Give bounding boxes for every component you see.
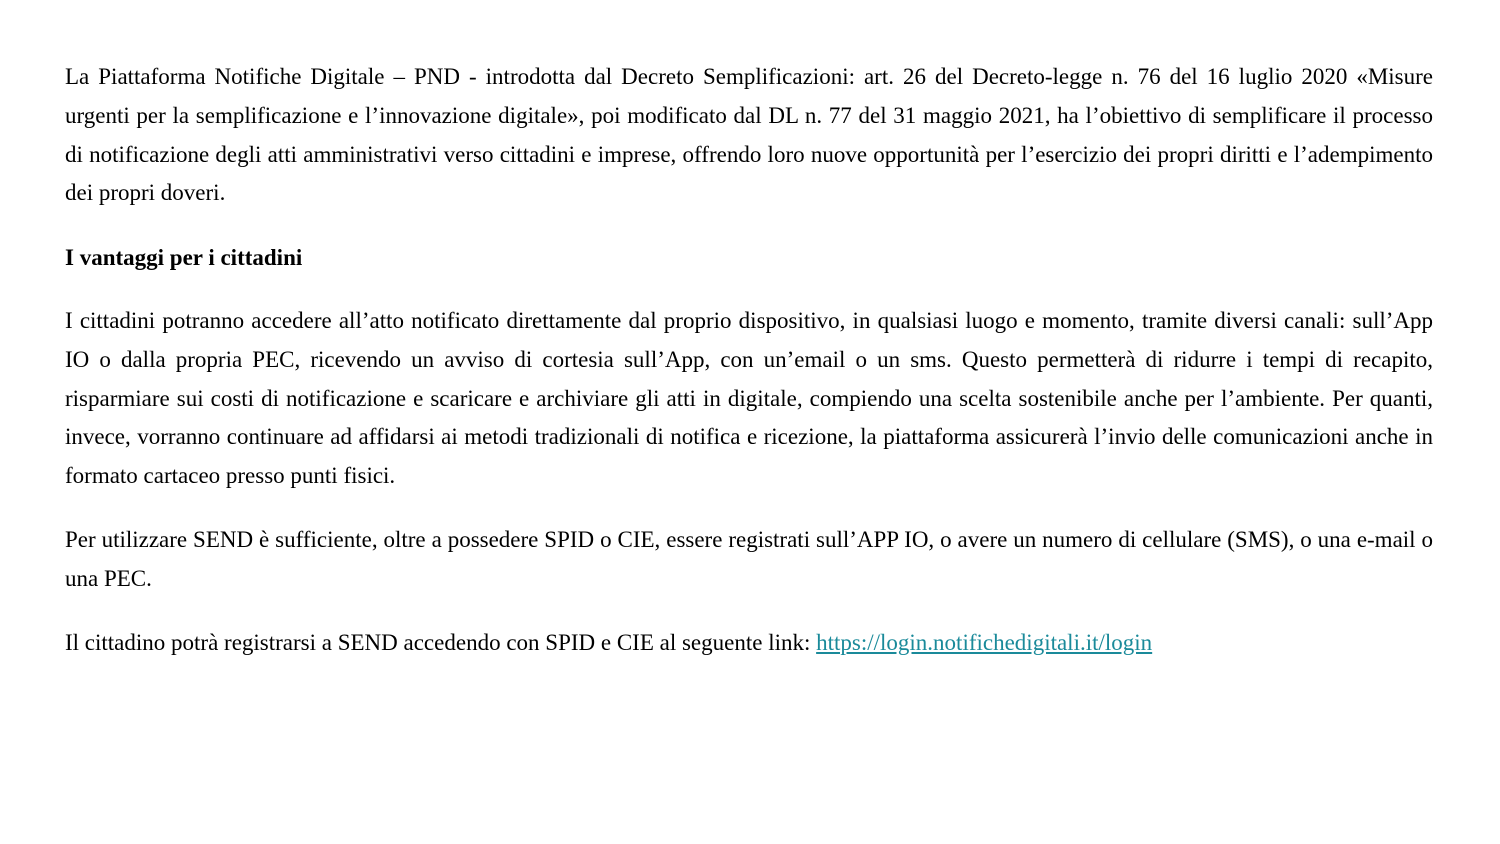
section-heading: I vantaggi per i cittadini (65, 245, 303, 271)
document-page (65, 58, 1433, 662)
registration-text: Il cittadino potrà registrarsi a SEND accedendo con SPID e CIE al seguente link: (65, 629, 817, 655)
benefits-paragraph: I cittadini potranno accedere all’atto notificato direttamente dal proprio dispositivo, in qualsiasi luogo e momento, tramite diversi canali: sull’App IO o dalla propria PEC, ricevendo un avviso di cortesia sull’App, con un’email o un sms. Questo permetterà di ridurre i tempi di recapito, risparmiare sui costi di notificazione e scaricare e archiviare gli atti in digitale, compiendo una scelta sostenibile anche per l’ambiente. Per quanti, invece, vorranno continuare ad affidarsi ai metodi tradizionali di notifica e ricezione, la piattaforma assicurerà l’invio delle comunicazioni anche in formato cartaceo presso punti fisici. (65, 307, 1433, 489)
intro-paragraph: La Piattaforma Notifiche Digitale – PND - introdotta dal Decreto Semplificazioni: art. 26 del Decreto-legge n. 76 del 16 luglio 2020 «Misure urgenti per la semplificazione e l’innovazione digitale», poi modificato dal DL n. 77 del 31 maggio 2021, ha l’obiettivo di semplificare il processo di notificazione degli atti amministrativi verso cittadini e imprese, offrendo loro nuove opportunità per l’esercizio dei propri diritti e l’adempimento dei propri doveri. (65, 64, 1433, 206)
registration-paragraph (65, 624, 1433, 663)
login-link[interactable]: https://login.notifichedigitali.it/login (816, 629, 1153, 655)
requirements-paragraph: Per utilizzare SEND è sufficiente, oltre a possedere SPID o CIE, essere registrati sull’APP IO, o avere un numero di cellulare (SMS), o una e-mail o una PEC. (65, 526, 1433, 591)
